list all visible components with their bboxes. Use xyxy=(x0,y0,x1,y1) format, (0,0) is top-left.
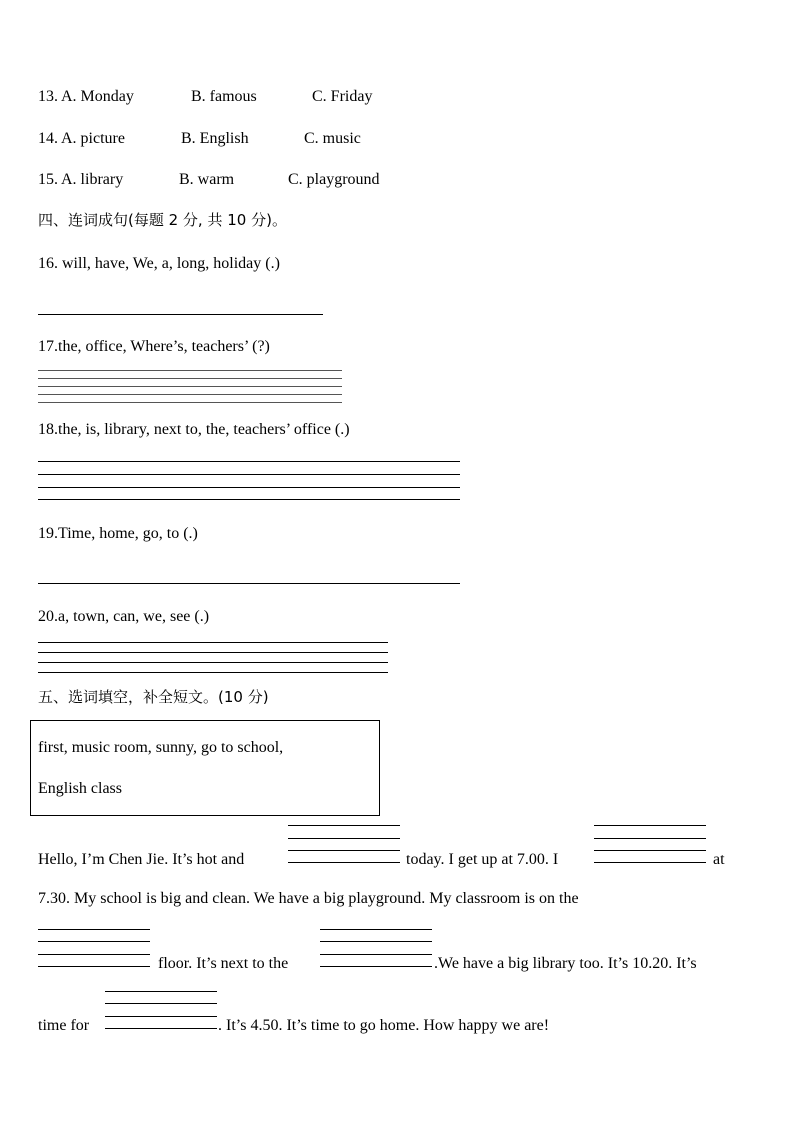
blank-line xyxy=(288,862,400,863)
answer-line xyxy=(38,394,342,395)
option-c: C. playground xyxy=(288,171,380,188)
blank-line xyxy=(105,1016,217,1017)
question-18: 18.the, is, library, next to, the, teachers’ office (.) xyxy=(38,421,350,438)
answer-line xyxy=(38,370,342,371)
question-number: 13. xyxy=(38,88,58,105)
blank-line xyxy=(38,966,150,967)
option-a: A. Monday xyxy=(61,88,134,105)
section-5-title: 五、选词填空，补全短文。(10 分) xyxy=(38,688,269,706)
answer-line xyxy=(38,487,460,488)
answer-line xyxy=(38,642,388,643)
answer-line xyxy=(38,672,388,673)
answer-line xyxy=(38,474,460,475)
word-bank-line-2: English class xyxy=(38,780,122,797)
passage-text: .We have a big library too. It’s 10.20. It’s xyxy=(434,955,697,972)
blank-line xyxy=(594,838,706,839)
option-b: B. English xyxy=(181,130,249,147)
blank-line xyxy=(38,954,150,955)
question-19: 19.Time, home, go, to (.) xyxy=(38,525,198,542)
blank-line xyxy=(288,850,400,851)
question-number: 15. xyxy=(38,171,58,188)
question-number: 14. xyxy=(38,130,58,147)
option-c: C. Friday xyxy=(312,88,373,105)
blank-line xyxy=(38,929,150,930)
blank-line xyxy=(594,850,706,851)
blank-line xyxy=(288,838,400,839)
answer-line xyxy=(38,402,342,403)
answer-line-16[interactable] xyxy=(38,314,323,315)
answer-line xyxy=(38,386,342,387)
passage-text: Hello, I’m Chen Jie. It’s hot and xyxy=(38,851,245,868)
section-4-title: 四、连词成句(每题 2 分, 共 10 分)。 xyxy=(38,211,287,229)
option-a: A. library xyxy=(61,171,124,188)
question-17: 17.the, office, Where’s, teachers’ (?) xyxy=(38,338,270,355)
blank-line xyxy=(320,929,432,930)
answer-line xyxy=(38,378,342,379)
blank-line xyxy=(320,966,432,967)
answer-line xyxy=(38,662,388,663)
blank-line xyxy=(38,941,150,942)
passage-text: . It’s 4.50. It’s time to go home. How happy we are! xyxy=(218,1017,550,1034)
blank-line xyxy=(320,941,432,942)
answer-line xyxy=(38,652,388,653)
word-bank-box xyxy=(30,720,380,816)
passage-text: 7.30. My school is big and clean. We have a big playground. My classroom is on the xyxy=(38,890,579,907)
answer-line xyxy=(38,461,460,462)
passage-text: time for xyxy=(38,1017,90,1034)
passage-text: at xyxy=(713,851,725,868)
blank-line xyxy=(288,825,400,826)
option-a: A. picture xyxy=(61,130,125,147)
question-20: 20.a, town, can, we, see (.) xyxy=(38,608,210,625)
option-b: B. famous xyxy=(191,88,257,105)
answer-line-19[interactable] xyxy=(38,583,460,584)
blank-line xyxy=(105,991,217,992)
option-c: C. music xyxy=(304,130,361,147)
question-16: 16. will, have, We, a, long, holiday (.) xyxy=(38,255,280,272)
blank-line xyxy=(594,825,706,826)
option-b: B. warm xyxy=(179,171,235,188)
blank-line xyxy=(320,954,432,955)
blank-line xyxy=(105,1003,217,1004)
passage-text: today. I get up at 7.00. I xyxy=(406,851,559,868)
blank-line xyxy=(105,1028,217,1029)
passage-text: floor. It’s next to the xyxy=(158,955,289,972)
word-bank-line-1: first, music room, sunny, go to school, xyxy=(38,739,284,756)
blank-line xyxy=(594,862,706,863)
answer-line xyxy=(38,499,460,500)
